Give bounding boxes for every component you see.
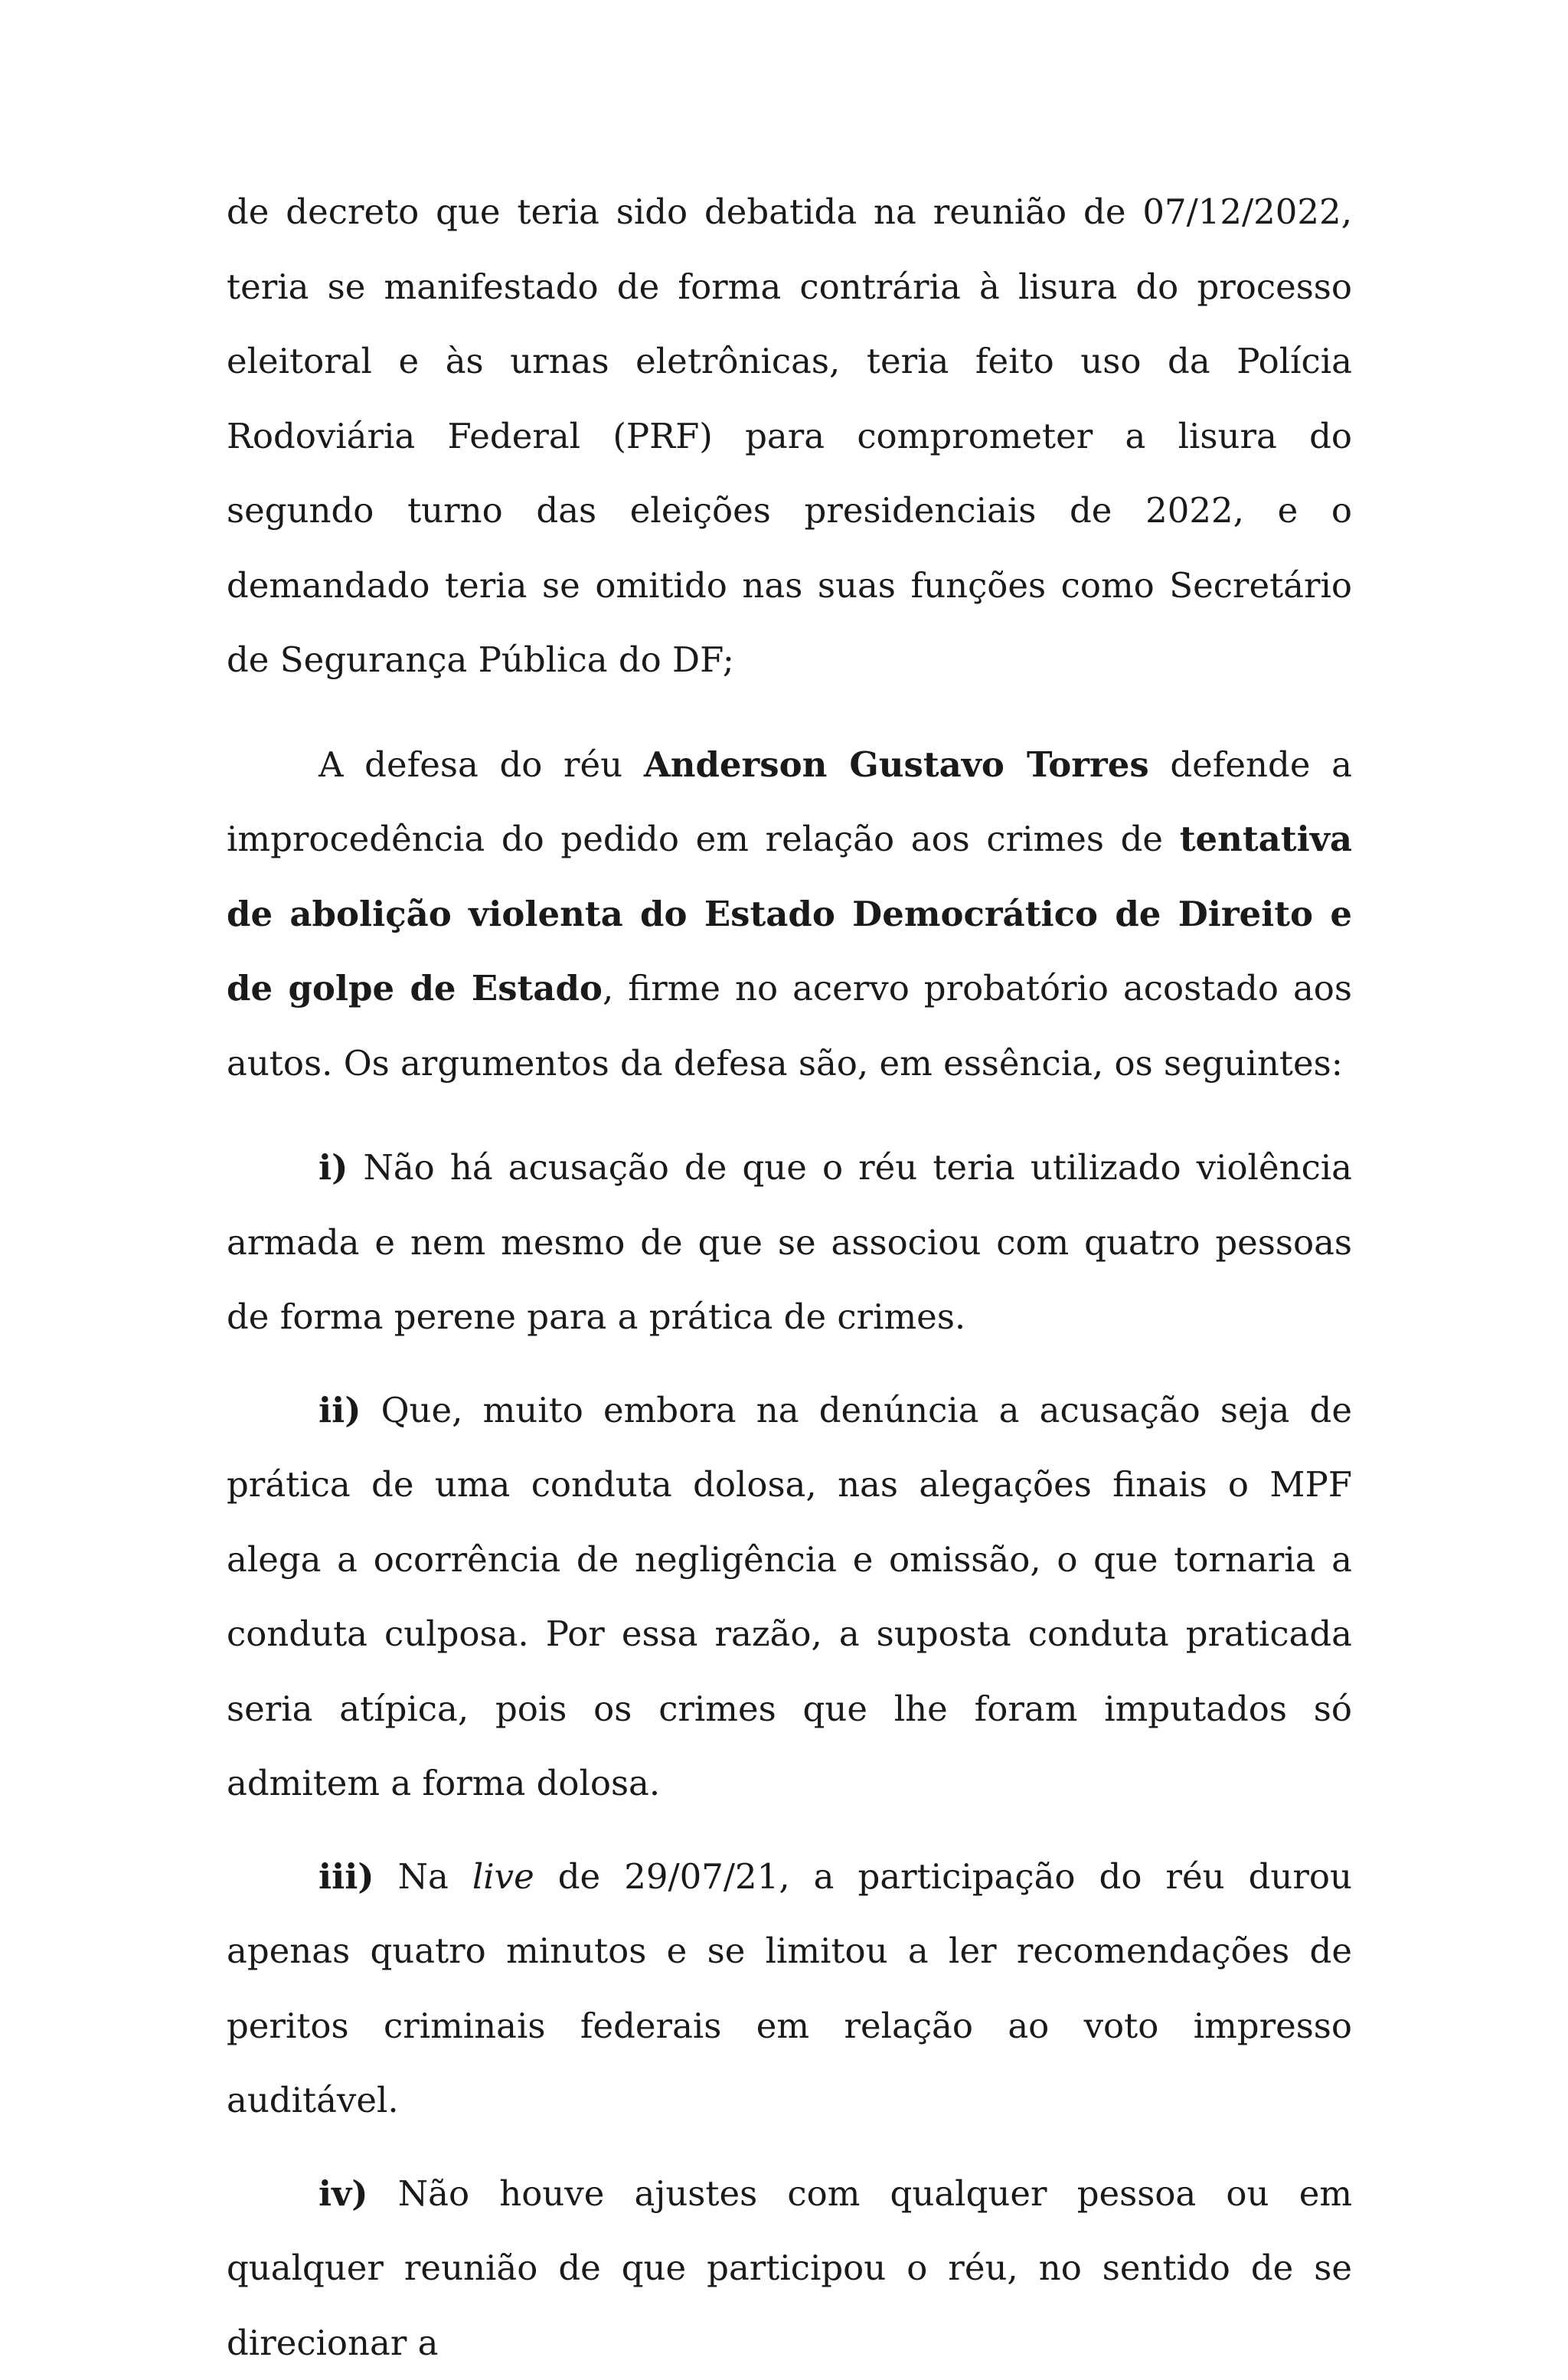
list-item-iii-text: de 29/07/21, a participação do réu durou apenas quatro minutos e se limitou a ler recomendações de peritos criminais federais em relação ao voto impresso auditável. (227, 1856, 1352, 2121)
list-item-ii (227, 1373, 1352, 1821)
paragraph-intro-text: de decreto que teria sido debatida na reunião de 07/12/2022, teria se manifestado de forma contrária à lisura do processo eleitoral e às urnas eletrônicas, teria feito uso da Polícia Rodoviária Federal (PRF) para comprometer a lisura do segundo turno das eleições presidenciais de 2022, e o demandado teria se omitido nas suas funções como Secretário de Segurança Pública do DF; (227, 191, 1352, 680)
list-item-i (227, 1130, 1352, 1355)
paragraph-defense-text-1: A defesa do réu (318, 744, 644, 785)
list-item-iv-text: Não houve ajustes com qualquer pessoa ou em qualquer reunião de que participou o réu, no sentido de se direcionar a (227, 2173, 1352, 2363)
paragraph-defense (227, 727, 1352, 1101)
defendant-name: Anderson Gustavo Torres (644, 744, 1149, 785)
paragraph-intro (227, 175, 1352, 698)
live-term: live (472, 1856, 534, 1897)
paragraph-defense-text-2: defende a improcedência do pedido em relação aos crimes de (227, 744, 1352, 860)
list-item-iii-pre: Na (374, 1856, 472, 1897)
list-marker-i: i) (318, 1147, 348, 1188)
list-marker-ii: ii) (318, 1390, 361, 1430)
list-marker-iv: iv) (318, 2173, 368, 2214)
list-item-iii (227, 1839, 1352, 2138)
list-marker-iii: iii) (318, 1856, 374, 1897)
list-item-ii-text: Que, muito embora na denúncia a acusação seja de prática de uma conduta dolosa, nas alegações finais o MPF alega a ocorrência de negligência e omissão, o que tornaria a conduta culposa. Por essa razão, a suposta conduta praticada seria atípica, pois os crimes que lhe foram imputados só admitem a forma dolosa. (227, 1390, 1352, 1804)
document-page (227, 175, 1352, 2380)
crimes-named: tentativa de abolição violenta do Estado Democrático de Direito e de golpe de Estado (227, 819, 1352, 1009)
paragraph-defense-text-3: , firme no acervo probatório acostado aos autos. Os argumentos da defesa são, em essência, os seguintes: (227, 968, 1352, 1084)
list-item-iv (227, 2156, 1352, 2380)
list-item-i-text: Não há acusação de que o réu teria utilizado violência armada e nem mesmo de que se associou com quatro pessoas de forma perene para a prática de crimes. (227, 1147, 1352, 1337)
